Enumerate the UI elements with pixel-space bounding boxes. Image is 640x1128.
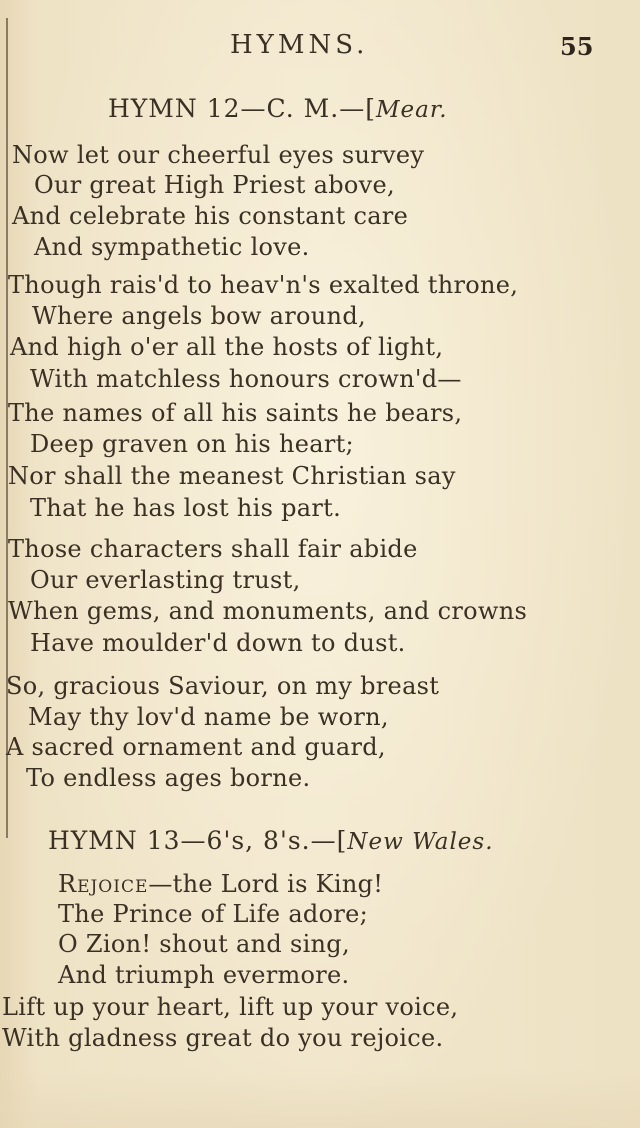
hymn-12-line: Where angels bow around,: [32, 302, 366, 330]
hymn-12-line: A sacred ornament and guard,: [6, 733, 386, 761]
hymn-13-line-first: [58, 870, 383, 898]
hymn-12-line: Though rais'd to heav'n's exalted throne,: [8, 271, 519, 299]
hymn-12-line: With matchless honours crown'd—: [30, 365, 462, 393]
hymn-13-first-word: Rejoice: [58, 870, 149, 898]
hymn-12-tune-name: Mear.: [375, 97, 448, 123]
hymn-13-tune-name: New Wales.: [347, 829, 494, 855]
hymn-12-line: The names of all his saints he bears,: [8, 399, 463, 427]
page-bottom-shade: [0, 1070, 640, 1128]
hymn-12-line: Those characters shall fair abide: [8, 535, 418, 563]
hymn-13-line: And triumph evermore.: [58, 961, 350, 989]
running-title: HYMNS.: [230, 30, 369, 60]
hymn-13-line: O Zion! shout and sing,: [58, 930, 350, 958]
hymn-12-line: Our everlasting trust,: [30, 566, 301, 594]
hymn-13-first-line-rest: —the Lord is King!: [148, 870, 384, 898]
hymn-13-heading: [48, 826, 494, 855]
hymn-12-line: Deep graven on his heart;: [30, 430, 354, 458]
hymn-13-heading-text: HYMN 13—6's, 8's.—[: [48, 826, 348, 855]
hymn-12-line: That he has lost his part.: [30, 494, 342, 522]
hymn-12-line: And high o'er all the hosts of light,: [10, 333, 444, 361]
hymn-12-line: And sympathetic love.: [34, 233, 310, 261]
hymn-12-line: And celebrate his constant care: [12, 202, 409, 230]
hymn-13-line: The Prince of Life adore;: [58, 900, 368, 928]
hymn-12-heading: [108, 94, 448, 123]
hymn-12-line: So, gracious Saviour, on my breast: [6, 672, 440, 700]
hymn-12-line: Have moulder'd down to dust.: [30, 629, 406, 657]
running-head: [0, 30, 640, 70]
hymn-12-heading-text: HYMN 12—C. M.—[: [108, 94, 376, 123]
hymn-12-line: To endless ages borne.: [26, 764, 311, 792]
hymn-12-line: When gems, and monuments, and crowns: [8, 597, 528, 625]
hymn-12-line: Our great High Priest above,: [34, 171, 395, 199]
hymn-13-line: With gladness great do you rejoice.: [2, 1024, 444, 1052]
page-edge-line: [6, 18, 8, 838]
page-number: 55: [560, 32, 594, 61]
hymn-12-line: Nor shall the meanest Christian say: [8, 462, 456, 490]
hymn-12-line: May thy lov'd name be worn,: [28, 703, 389, 731]
hymn-12-line: Now let our cheerful eyes survey: [12, 141, 425, 169]
hymn-13-line: Lift up your heart, lift up your voice,: [2, 993, 459, 1021]
